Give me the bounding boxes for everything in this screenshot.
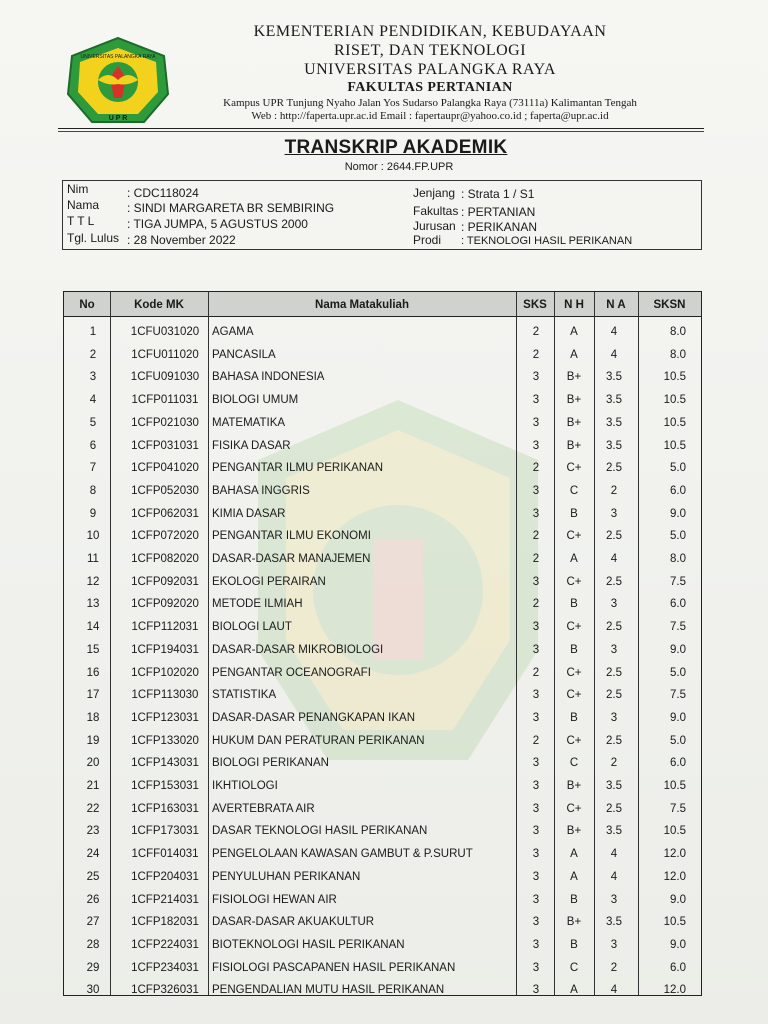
cell-sks: 3 bbox=[532, 689, 540, 702]
cell-sksn: 6.0 bbox=[670, 757, 686, 770]
cell-nama: IKHTIOLOGI bbox=[212, 780, 278, 792]
cell-nh: C+ bbox=[566, 802, 582, 815]
cell-sksn: 7.5 bbox=[670, 575, 686, 588]
logo-short-text: U P R bbox=[108, 115, 128, 122]
cell-na: 3.5 bbox=[606, 394, 622, 407]
cell-na: 3 bbox=[610, 507, 618, 520]
cell-kode: 1CFP112031 bbox=[131, 621, 199, 634]
cell-sks: 3 bbox=[532, 484, 540, 497]
cell-sks: 3 bbox=[532, 961, 540, 974]
table-row bbox=[64, 365, 701, 388]
ministry-line-1: KEMENTERIAN PENDIDIKAN, KEBUDAYAAN bbox=[253, 23, 607, 40]
cell-na: 3.5 bbox=[606, 439, 622, 452]
cell-nama: PENGELOLAAN KAWASAN GAMBUT & P.SURUT bbox=[212, 848, 473, 861]
cell-nh: C+ bbox=[566, 666, 582, 679]
cell-nama: BIOLOGI UMUM bbox=[212, 394, 299, 407]
cell-no: 24 bbox=[86, 848, 100, 861]
cell-no: 19 bbox=[86, 734, 100, 747]
cell-sksn: 5.0 bbox=[670, 666, 686, 679]
cell-sksn: 5.0 bbox=[670, 530, 686, 543]
letterhead bbox=[180, 22, 680, 123]
cell-nama: DASAR-DASAR AKUAKULTUR bbox=[212, 916, 375, 929]
header-nh: N H bbox=[564, 299, 584, 311]
cell-na: 2.5 bbox=[606, 666, 622, 679]
cell-sks: 3 bbox=[532, 643, 540, 656]
cell-sksn: 5.0 bbox=[670, 462, 686, 475]
cell-sks: 3 bbox=[532, 416, 540, 429]
cell-sks: 2 bbox=[532, 666, 540, 679]
ttl-label: T T L bbox=[67, 214, 95, 228]
cell-nh: C+ bbox=[566, 689, 582, 702]
cell-nh: B+ bbox=[566, 371, 582, 384]
table-row bbox=[64, 456, 701, 479]
prodi-label: Prodi bbox=[413, 233, 442, 247]
cell-nama: PENGANTAR OCEANOGRAFI bbox=[212, 666, 371, 679]
cell-nama: AVERTEBRATA AIR bbox=[212, 802, 315, 815]
cell-nh: B+ bbox=[566, 916, 582, 929]
cell-no: 20 bbox=[86, 757, 100, 770]
cell-sks: 2 bbox=[532, 348, 540, 361]
table-row bbox=[64, 683, 701, 706]
cell-kode: 1CFP052030 bbox=[131, 484, 199, 497]
cell-na: 2.5 bbox=[606, 689, 622, 702]
table-row bbox=[64, 819, 701, 842]
cell-na: 2.5 bbox=[606, 462, 622, 475]
campus-address: Kampus UPR Tunjung Nyaho Jalan Yos Sudarso Palangka Raya (73111a) Kalimantan Tengah bbox=[223, 97, 637, 109]
table-row bbox=[64, 638, 701, 661]
table-row bbox=[64, 570, 701, 593]
cell-kode: 1CFU091030 bbox=[130, 371, 200, 384]
cell-nama: MATEMATIKA bbox=[212, 416, 286, 429]
cell-sksn: 10.5 bbox=[663, 916, 686, 929]
cell-no: 4 bbox=[89, 394, 97, 407]
cell-nh: B bbox=[570, 711, 578, 724]
cell-sksn: 6.0 bbox=[670, 961, 686, 974]
table-row bbox=[64, 479, 701, 502]
cell-kode: 1CFP326031 bbox=[131, 984, 199, 997]
cell-na: 3.5 bbox=[606, 371, 622, 384]
cell-nama: DASAR-DASAR PENANGKAPAN IKAN bbox=[212, 711, 416, 724]
table-row bbox=[64, 910, 701, 933]
cell-no: 13 bbox=[86, 598, 100, 611]
cell-na: 4 bbox=[610, 984, 618, 997]
table-row bbox=[64, 547, 701, 570]
cell-kode: 1CFP092031 bbox=[131, 575, 199, 588]
cell-kode: 1CFP204031 bbox=[131, 870, 199, 883]
faculty-name: FAKULTAS PERTANIAN bbox=[347, 80, 513, 95]
cell-nama: DASAR TEKNOLOGI HASIL PERIKANAN bbox=[212, 825, 428, 838]
cell-kode: 1CFP011031 bbox=[131, 394, 199, 407]
header-nama: Nama Matakuliah bbox=[315, 299, 409, 311]
cell-kode: 1CFP062031 bbox=[131, 507, 199, 520]
cell-sks: 2 bbox=[532, 462, 540, 475]
header-kode: Kode MK bbox=[134, 299, 184, 311]
cell-nh: B+ bbox=[566, 780, 582, 792]
cell-nama: BIOTEKNOLOGI HASIL PERIKANAN bbox=[212, 938, 405, 951]
cell-no: 21 bbox=[86, 780, 100, 792]
cell-sks: 3 bbox=[532, 825, 540, 838]
cell-kode: 1CFP234031 bbox=[131, 961, 199, 974]
cell-nama: FISIOLOGI HEWAN AIR bbox=[212, 893, 337, 906]
cell-sksn: 5.0 bbox=[670, 734, 686, 747]
cell-nama: FISIOLOGI PASCAPANEN HASIL PERIKANAN bbox=[212, 961, 456, 974]
cell-no: 17 bbox=[86, 689, 100, 702]
cell-no: 6 bbox=[89, 439, 97, 452]
cell-nh: C+ bbox=[566, 575, 582, 588]
cell-na: 2 bbox=[610, 757, 618, 770]
lulus-label: Tgl. Lulus bbox=[67, 231, 120, 245]
cell-sksn: 6.0 bbox=[670, 484, 686, 497]
cell-nh: C bbox=[569, 961, 579, 974]
cell-no: 23 bbox=[86, 825, 100, 838]
cell-nh: A bbox=[570, 326, 578, 338]
cell-sks: 3 bbox=[532, 621, 540, 634]
cell-kode: 1CFP133020 bbox=[131, 734, 199, 747]
cell-nh: A bbox=[570, 870, 578, 883]
cell-na: 3.5 bbox=[606, 916, 622, 929]
cell-sksn: 6.0 bbox=[670, 598, 686, 611]
cell-sks: 3 bbox=[532, 439, 540, 452]
jurusan-value: : PERIKANAN bbox=[461, 220, 538, 234]
grades-table bbox=[63, 291, 702, 996]
cell-sksn: 10.5 bbox=[663, 394, 686, 407]
cell-nama: PENGANTAR ILMU EKONOMI bbox=[212, 530, 371, 543]
table-row bbox=[64, 797, 701, 820]
cell-na: 2.5 bbox=[606, 734, 622, 747]
table-row bbox=[64, 706, 701, 729]
cell-sks: 2 bbox=[532, 326, 540, 338]
cell-no: 30 bbox=[86, 984, 100, 997]
fakultas-value: : PERTANIAN bbox=[461, 205, 536, 219]
cell-na: 2 bbox=[610, 961, 618, 974]
university-logo bbox=[64, 36, 172, 126]
cell-sks: 3 bbox=[532, 870, 540, 883]
table-row bbox=[64, 411, 701, 434]
cell-na: 3 bbox=[610, 711, 618, 724]
cell-nh: A bbox=[570, 553, 578, 565]
table-row bbox=[64, 774, 701, 797]
cell-kode: 1CFP021030 bbox=[131, 416, 199, 429]
cell-na: 2 bbox=[610, 484, 618, 497]
table-row bbox=[64, 933, 701, 956]
cell-nama: METODE ILMIAH bbox=[212, 598, 303, 611]
cell-nama: BIOLOGI PERIKANAN bbox=[212, 757, 329, 770]
cell-no: 25 bbox=[86, 870, 100, 883]
cell-no: 1 bbox=[89, 326, 97, 338]
cell-sksn: 7.5 bbox=[670, 621, 686, 634]
jenjang-label: Jenjang bbox=[413, 186, 456, 200]
document-title: TRANSKRIP AKADEMIK bbox=[284, 137, 508, 158]
cell-na: 2.5 bbox=[606, 575, 622, 588]
cell-sksn: 12.0 bbox=[663, 848, 686, 861]
logo-ring-text: UNIVERSITAS PALANGKA RAYA bbox=[80, 54, 156, 60]
cell-no: 27 bbox=[86, 916, 100, 929]
lulus-value: : 28 November 2022 bbox=[127, 233, 236, 247]
cell-na: 2.5 bbox=[606, 621, 622, 634]
cell-sks: 2 bbox=[532, 734, 540, 747]
grades-table-header bbox=[64, 292, 701, 317]
cell-nh: B bbox=[570, 598, 578, 611]
cell-sksn: 10.5 bbox=[663, 371, 686, 384]
nama-value: : SINDI MARGARETA BR SEMBIRING bbox=[127, 201, 335, 215]
student-info-box bbox=[62, 180, 702, 250]
cell-sksn: 10.5 bbox=[663, 825, 686, 838]
cell-na: 4 bbox=[610, 348, 618, 361]
cell-sks: 3 bbox=[532, 757, 540, 770]
table-row bbox=[64, 388, 701, 411]
table-row bbox=[64, 978, 701, 1001]
nim-label: Nim bbox=[67, 182, 89, 196]
cell-no: 14 bbox=[86, 621, 100, 634]
document-number: Nomor : 2644.FP.UPR bbox=[344, 161, 454, 173]
cell-no: 15 bbox=[86, 643, 100, 656]
cell-na: 4 bbox=[610, 326, 618, 338]
cell-no: 16 bbox=[86, 666, 100, 679]
cell-no: 28 bbox=[86, 938, 100, 951]
cell-sksn: 12.0 bbox=[663, 984, 686, 997]
header-sks: SKS bbox=[523, 299, 547, 311]
table-row bbox=[64, 956, 701, 979]
cell-na: 3 bbox=[610, 643, 618, 656]
cell-na: 3.5 bbox=[606, 825, 622, 838]
university-name: UNIVERSITAS PALANGKA RAYA bbox=[304, 61, 556, 78]
cell-no: 12 bbox=[86, 575, 100, 588]
cell-no: 11 bbox=[87, 553, 99, 565]
cell-nama: DASAR-DASAR MIKROBIOLOGI bbox=[212, 643, 384, 656]
cell-no: 7 bbox=[89, 462, 97, 475]
header-na: N A bbox=[606, 299, 626, 311]
cell-nh: B bbox=[570, 507, 578, 520]
cell-kode: 1CFP163031 bbox=[131, 802, 199, 815]
cell-sks: 3 bbox=[532, 507, 540, 520]
nama-label: Nama bbox=[67, 198, 100, 212]
cell-kode: 1CFP143031 bbox=[131, 757, 199, 770]
cell-kode: 1CFU011020 bbox=[131, 348, 199, 361]
cell-sks: 3 bbox=[532, 575, 540, 588]
nim-value: : CDC118024 bbox=[127, 186, 199, 200]
table-row bbox=[64, 751, 701, 774]
cell-sks: 2 bbox=[532, 598, 540, 611]
document-number-wrap bbox=[0, 161, 768, 173]
table-row bbox=[64, 343, 701, 366]
cell-na: 2.5 bbox=[606, 802, 622, 815]
table-row bbox=[64, 592, 701, 615]
cell-nh: A bbox=[570, 348, 578, 361]
cell-nh: C+ bbox=[566, 530, 582, 543]
cell-kode: 1CFP041020 bbox=[131, 462, 199, 475]
cell-sks: 3 bbox=[532, 984, 540, 997]
cell-nh: B+ bbox=[566, 439, 582, 452]
cell-kode: 1CFP194031 bbox=[131, 643, 199, 656]
cell-nama: BIOLOGI LAUT bbox=[212, 621, 292, 634]
cell-kode: 1CFP092020 bbox=[131, 598, 199, 611]
cell-nh: B bbox=[570, 938, 578, 951]
cell-sksn: 9.0 bbox=[670, 938, 686, 951]
ttl-value: : TIGA JUMPA, 5 AGUSTUS 2000 bbox=[127, 217, 308, 231]
cell-nama: DASAR-DASAR MANAJEMEN bbox=[212, 553, 371, 565]
letterhead-rule-thin bbox=[58, 131, 704, 132]
cell-na: 3 bbox=[610, 598, 618, 611]
letterhead-rule bbox=[58, 128, 704, 129]
cell-na: 4 bbox=[610, 870, 618, 883]
cell-sksn: 8.0 bbox=[670, 553, 686, 565]
header-sksn: SKSN bbox=[653, 299, 686, 311]
cell-sksn: 9.0 bbox=[670, 893, 686, 906]
cell-nama: BAHASA INGGRIS bbox=[212, 484, 310, 497]
cell-nh: B+ bbox=[566, 416, 582, 429]
table-row bbox=[64, 524, 701, 547]
cell-kode: 1CFU031020 bbox=[130, 326, 200, 338]
cell-sksn: 10.5 bbox=[663, 416, 686, 429]
cell-kode: 1CFP082020 bbox=[131, 553, 199, 565]
jenjang-value: : Strata 1 / S1 bbox=[461, 187, 535, 201]
cell-no: 26 bbox=[86, 893, 100, 906]
cell-no: 10 bbox=[86, 530, 100, 543]
cell-no: 9 bbox=[89, 507, 97, 520]
cell-na: 3.5 bbox=[606, 416, 622, 429]
cell-nama: PENGANTAR ILMU PERIKANAN bbox=[212, 462, 384, 475]
cell-sksn: 8.0 bbox=[670, 326, 686, 338]
cell-nh: B bbox=[570, 893, 578, 906]
cell-kode: 1CFP224031 bbox=[131, 938, 199, 951]
cell-kode: 1CFP102020 bbox=[131, 666, 199, 679]
cell-kode: 1CFP173031 bbox=[131, 825, 199, 838]
cell-na: 4 bbox=[610, 848, 618, 861]
table-row bbox=[64, 729, 701, 752]
table-row bbox=[64, 320, 701, 343]
cell-kode: 1CFP123031 bbox=[131, 711, 199, 724]
cell-kode: 1CFP031031 bbox=[131, 439, 199, 452]
cell-kode: 1CFP214031 bbox=[131, 893, 199, 906]
cell-nama: PENYULUHAN PERIKANAN bbox=[212, 870, 361, 883]
cell-kode: 1CFP113030 bbox=[131, 689, 199, 702]
ministry-line-2: RISET, DAN TEKNOLOGI bbox=[333, 42, 527, 59]
cell-sksn: 8.0 bbox=[670, 348, 686, 361]
cell-na: 3.5 bbox=[606, 780, 622, 792]
cell-nh: C+ bbox=[566, 621, 582, 634]
jurusan-label: Jurusan bbox=[413, 219, 456, 233]
cell-sks: 3 bbox=[532, 938, 540, 951]
cell-no: 5 bbox=[89, 416, 97, 429]
prodi-value: : TEKNOLOGI HASIL PERIKANAN bbox=[461, 235, 633, 247]
cell-no: 8 bbox=[89, 484, 97, 497]
table-row bbox=[64, 615, 701, 638]
cell-sks: 3 bbox=[532, 893, 540, 906]
cell-sksn: 10.5 bbox=[663, 439, 686, 452]
cell-nh: C+ bbox=[566, 462, 582, 475]
cell-na: 4 bbox=[610, 553, 618, 565]
table-row bbox=[64, 661, 701, 684]
cell-sks: 3 bbox=[532, 848, 540, 861]
cell-sks: 3 bbox=[532, 711, 540, 724]
cell-sks: 3 bbox=[532, 916, 540, 929]
cell-nama: HUKUM DAN PERATURAN PERIKANAN bbox=[212, 734, 425, 747]
cell-sks: 2 bbox=[532, 553, 540, 565]
cell-nama: AGAMA bbox=[212, 326, 254, 338]
cell-nama: PANCASILA bbox=[212, 348, 276, 361]
document-title-wrap bbox=[0, 137, 768, 159]
cell-nh: B+ bbox=[566, 394, 582, 407]
cell-nh: C bbox=[569, 757, 579, 770]
cell-sksn: 7.5 bbox=[670, 802, 686, 815]
cell-nh: B+ bbox=[566, 825, 582, 838]
web-email-line: Web : http://faperta.upr.ac.id Email : fapertaupr@yahoo.co.id ; faperta@upr.ac.id bbox=[251, 110, 609, 122]
cell-kode: 1CFP182031 bbox=[131, 916, 199, 929]
cell-na: 3 bbox=[610, 938, 618, 951]
cell-nh: C+ bbox=[566, 734, 582, 747]
cell-nama: KIMIA DASAR bbox=[212, 507, 286, 520]
cell-sks: 2 bbox=[532, 530, 540, 543]
cell-sks: 3 bbox=[532, 394, 540, 407]
cell-sksn: 12.0 bbox=[663, 870, 686, 883]
cell-nama: PENGENDALIAN MUTU HASIL PERIKANAN bbox=[212, 984, 445, 997]
cell-sksn: 9.0 bbox=[670, 507, 686, 520]
cell-no: 29 bbox=[86, 961, 100, 974]
cell-na: 3 bbox=[610, 893, 618, 906]
cell-nama: EKOLOGI PERAIRAN bbox=[212, 575, 326, 588]
cell-no: 22 bbox=[86, 802, 100, 815]
header-no: No bbox=[79, 299, 95, 311]
fakultas-label: Fakultas bbox=[413, 204, 459, 218]
cell-sks: 3 bbox=[532, 780, 540, 792]
cell-sks: 3 bbox=[532, 371, 540, 384]
cell-nama: STATISTIKA bbox=[212, 689, 277, 702]
cell-kode: 1CFP153031 bbox=[131, 780, 199, 792]
cell-no: 3 bbox=[89, 371, 97, 384]
table-row bbox=[64, 842, 701, 865]
table-row bbox=[64, 434, 701, 457]
cell-sks: 3 bbox=[532, 802, 540, 815]
cell-sksn: 10.5 bbox=[663, 780, 686, 792]
cell-kode: 1CFF014031 bbox=[131, 848, 199, 861]
table-row bbox=[64, 888, 701, 911]
cell-nh: A bbox=[570, 848, 578, 861]
cell-kode: 1CFP072020 bbox=[131, 530, 199, 543]
cell-nh: A bbox=[570, 984, 578, 997]
cell-no: 18 bbox=[86, 711, 100, 724]
table-row bbox=[64, 502, 701, 525]
cell-no: 2 bbox=[89, 348, 97, 361]
cell-sksn: 7.5 bbox=[670, 689, 686, 702]
cell-sksn: 9.0 bbox=[670, 711, 686, 724]
cell-nh: C bbox=[569, 484, 579, 497]
table-row bbox=[64, 865, 701, 888]
cell-nama: FISIKA DASAR bbox=[212, 439, 291, 452]
cell-nama: BAHASA INDONESIA bbox=[212, 371, 325, 384]
cell-sksn: 9.0 bbox=[670, 643, 686, 656]
cell-nh: B bbox=[570, 643, 578, 656]
cell-na: 2.5 bbox=[606, 530, 622, 543]
